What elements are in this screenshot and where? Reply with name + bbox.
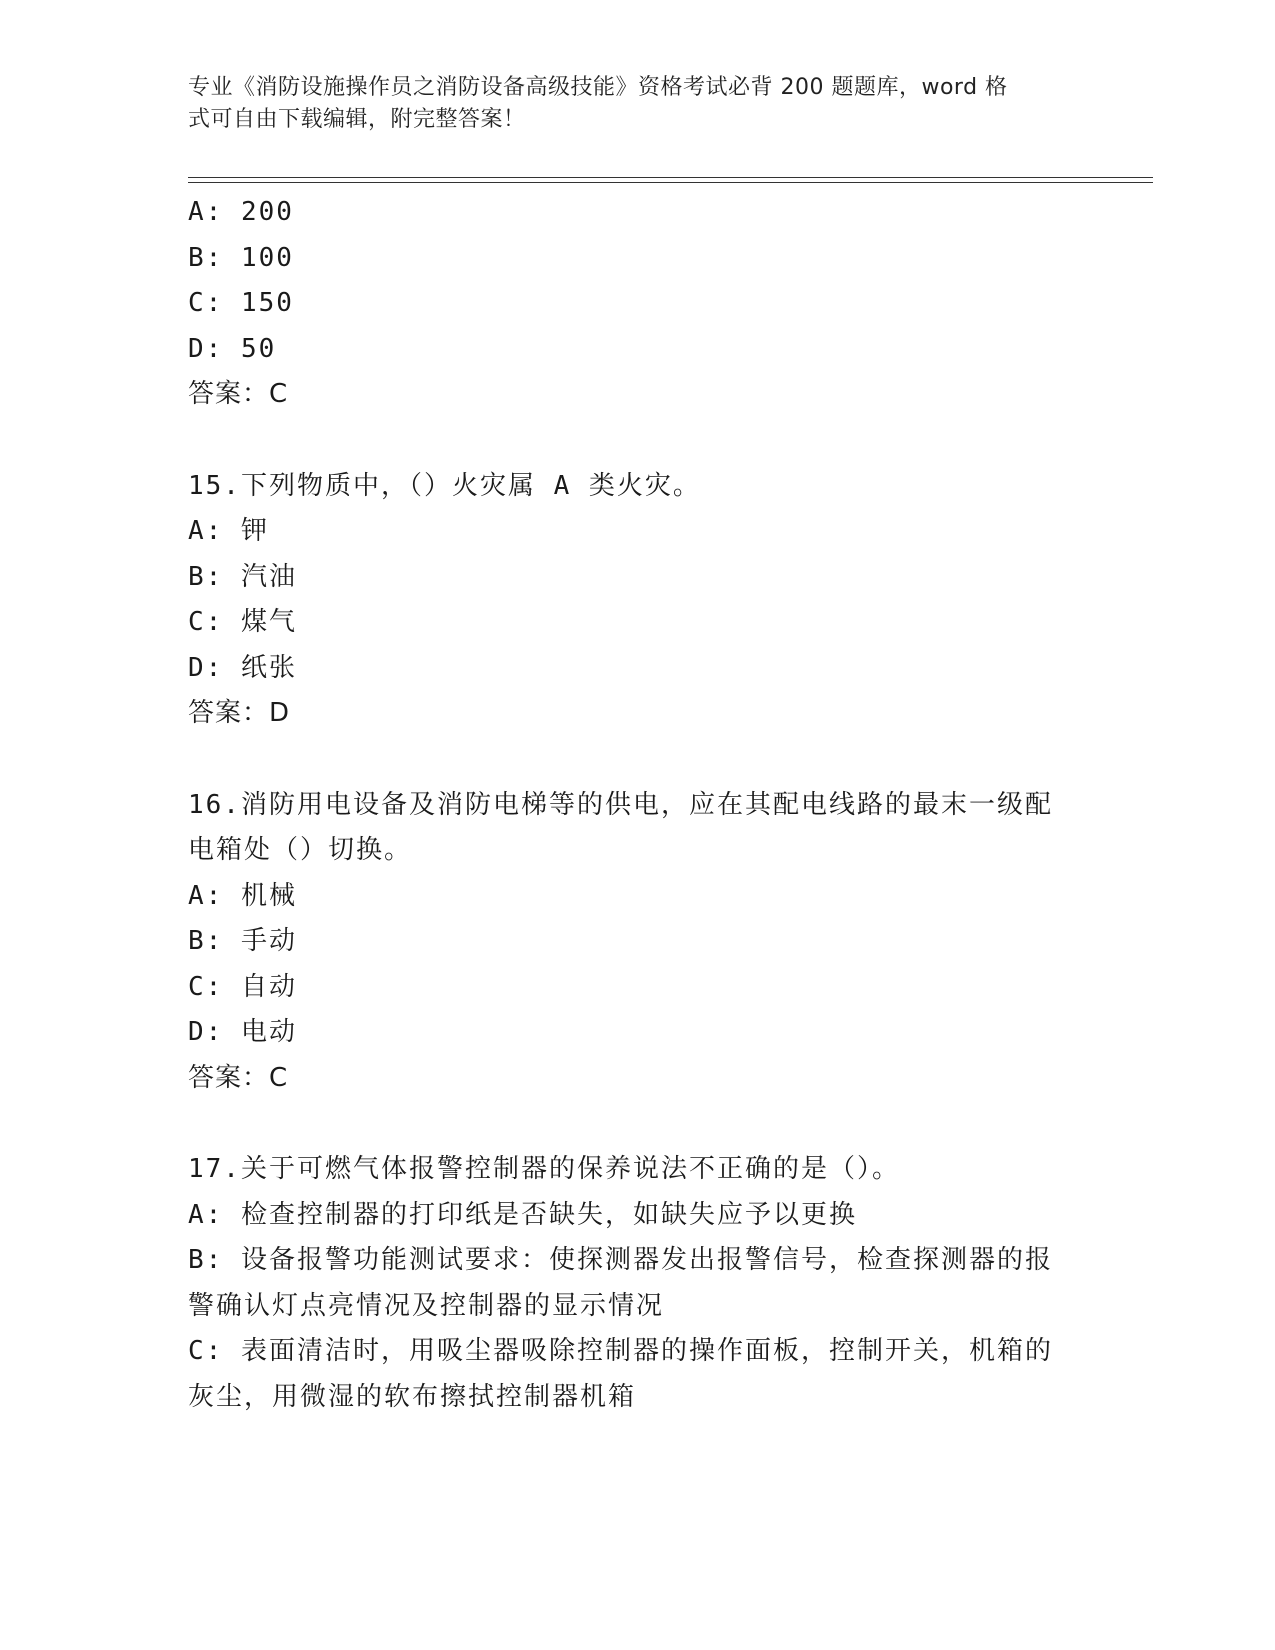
q16-stem-line-1: 16.消防用电设备及消防电梯等的供电，应在其配电线路的最末一级配 (188, 789, 1053, 820)
q17-stem: 17.关于可燃气体报警控制器的保养说法不正确的是（）。 (188, 1154, 900, 1184)
q17-option-c-line-2: 灰尘，用微湿的软布擦拭控制器机箱 (188, 1381, 637, 1412)
spacer (188, 418, 1068, 464)
q16-option-d: D: 电动 (188, 1017, 297, 1047)
question-list (188, 190, 1068, 1420)
document-header (188, 72, 1068, 136)
q15-stem: 15.下列物质中，（）火灾属 A 类火灾。 (188, 470, 701, 501)
question-14 (188, 190, 1068, 418)
q15-option-c: C: 煤气 (188, 607, 297, 637)
question-16 (188, 783, 1068, 1102)
q15-answer: 答案：D (188, 698, 291, 728)
q17-option-b-line-2: 警确认灯点亮情况及控制器的显示情况 (188, 1290, 665, 1321)
q15-option-d: D: 纸张 (188, 652, 297, 683)
q14-option-a: A: 200 (188, 197, 294, 227)
header-divider-bottom (188, 182, 1153, 183)
q14-option-c: C: 150 (188, 288, 294, 318)
q14-option-d: D: 50 (188, 333, 277, 364)
q16-option-a: A: 机械 (188, 880, 297, 911)
question-17 (188, 1147, 1068, 1420)
spacer (188, 737, 1068, 783)
q14-option-b: B: 100 (188, 242, 294, 273)
q17-option-c-line-1: C: 表面清洁时，用吸尘器吸除控制器的操作面板，控制开关，机箱的 (188, 1336, 1053, 1366)
q16-option-b: B: 手动 (188, 926, 297, 956)
question-15 (188, 464, 1068, 737)
q16-option-c: C: 自动 (188, 971, 297, 1002)
q14-answer: 答案：C (188, 379, 289, 409)
header-title-line-1: 专业《消防设施操作员之消防设备高级技能》资格考试必背 200 题题库，word 格 (188, 75, 1008, 100)
q17-option-b-line-1: B: 设备报警功能测试要求：使探测器发出报警信号，检查探测器的报 (188, 1245, 1053, 1275)
q16-stem-line-2: 电箱处（）切换。 (188, 835, 413, 865)
header-divider-top (188, 177, 1153, 178)
header-title-line-2: 式可自由下载编辑，附完整答案！ (188, 107, 526, 132)
q16-answer: 答案：C (188, 1062, 289, 1093)
spacer (188, 1101, 1068, 1147)
q15-option-b: B: 汽油 (188, 561, 297, 592)
q17-option-a: A: 检查控制器的打印纸是否缺失，如缺失应予以更换 (188, 1199, 857, 1230)
q15-option-a: A: 钾 (188, 516, 269, 546)
